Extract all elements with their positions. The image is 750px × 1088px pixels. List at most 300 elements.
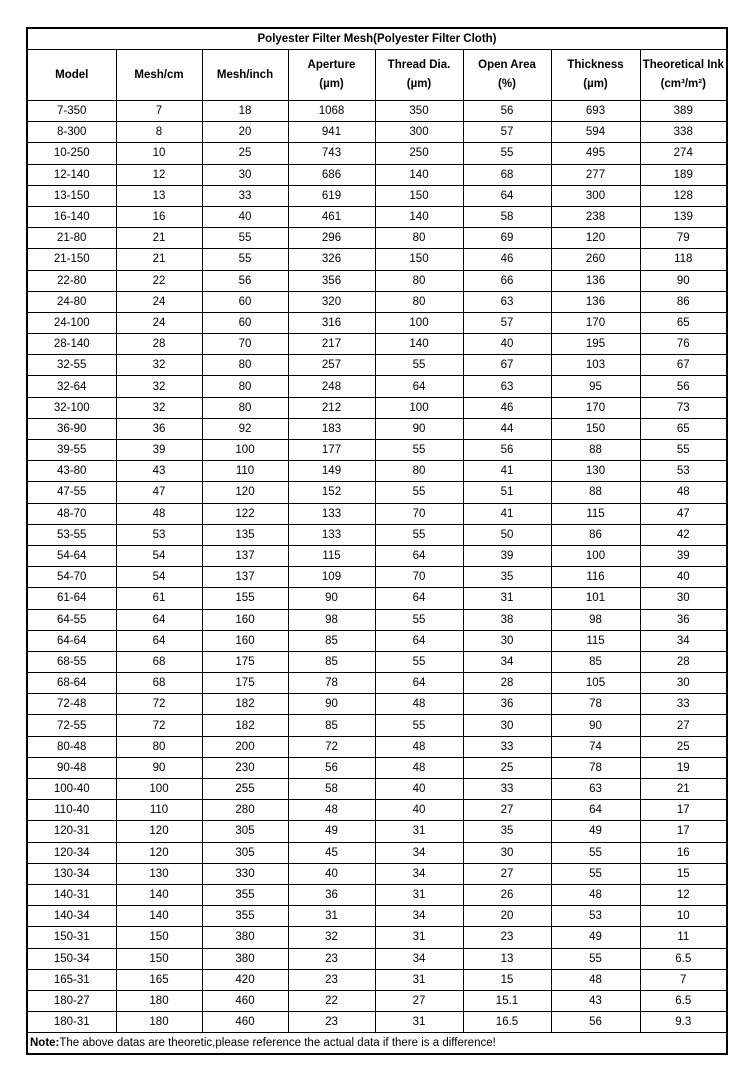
table-cell: 330	[202, 863, 288, 884]
model-cell: 7-350	[27, 101, 116, 122]
table-cell: 44	[463, 418, 551, 439]
table-cell: 55	[375, 440, 463, 461]
table-cell: 12	[640, 884, 727, 905]
table-cell: 13	[463, 948, 551, 969]
table-cell: 152	[288, 482, 375, 503]
table-cell: 140	[375, 206, 463, 227]
table-row	[27, 884, 727, 905]
column-header-unit: (µm)	[583, 78, 608, 90]
table-cell: 95	[551, 376, 640, 397]
table-cell: 72	[116, 694, 202, 715]
table-row	[27, 249, 727, 270]
table-row	[27, 482, 727, 503]
table-cell: 212	[288, 397, 375, 418]
table-cell: 30	[463, 715, 551, 736]
table-cell: 70	[375, 567, 463, 588]
table-cell: 90	[288, 588, 375, 609]
table-cell: 27	[463, 800, 551, 821]
column-header-label: Open Area	[478, 59, 536, 71]
model-cell: 150-31	[27, 927, 116, 948]
column-header-unit: (µm)	[406, 78, 432, 90]
table-cell: 60	[202, 312, 288, 333]
table-row	[27, 906, 727, 927]
table-cell: 217	[288, 334, 375, 355]
table-cell: 85	[288, 630, 375, 651]
note-label: Note:	[30, 1037, 60, 1050]
table-cell: 34	[463, 651, 551, 672]
table-cell: 70	[202, 334, 288, 355]
table-row	[27, 397, 727, 418]
table-cell: 140	[375, 164, 463, 185]
table-cell: 280	[202, 800, 288, 821]
table-row	[27, 842, 727, 863]
table-cell: 56	[463, 101, 551, 122]
table-cell: 31	[375, 969, 463, 990]
table-cell: 25	[463, 757, 551, 778]
table-cell: 15	[640, 863, 727, 884]
table-cell: 53	[116, 524, 202, 545]
table-cell: 85	[551, 651, 640, 672]
model-cell: 21-80	[27, 228, 116, 249]
table-cell: 53	[551, 906, 640, 927]
table-cell: 50	[463, 524, 551, 545]
table-cell: 21	[640, 779, 727, 800]
table-cell: 39	[463, 545, 551, 566]
table-cell: 21	[116, 249, 202, 270]
table-row	[27, 355, 727, 376]
table-cell: 150	[375, 249, 463, 270]
table-cell: 19	[640, 757, 727, 778]
column-header-label: Mesh/cm	[134, 68, 184, 81]
table-cell: 58	[463, 206, 551, 227]
table-cell: 100	[375, 397, 463, 418]
table-row	[27, 122, 727, 143]
table-cell: 70	[375, 503, 463, 524]
table-cell: 115	[551, 503, 640, 524]
table-cell: 64	[375, 376, 463, 397]
table-cell: 47	[640, 503, 727, 524]
header-row	[27, 50, 727, 101]
table-cell: 11	[640, 927, 727, 948]
table-cell: 13	[116, 185, 202, 206]
table-cell: 47	[116, 482, 202, 503]
model-cell: 21-150	[27, 249, 116, 270]
table-cell: 63	[463, 291, 551, 312]
table-cell: 55	[375, 609, 463, 630]
table-cell: 56	[288, 757, 375, 778]
table-cell: 248	[288, 376, 375, 397]
table-cell: 30	[463, 630, 551, 651]
table-cell: 24	[116, 312, 202, 333]
table-cell: 85	[288, 715, 375, 736]
spec-table	[26, 27, 728, 1055]
table-cell: 136	[551, 270, 640, 291]
table-cell: 57	[463, 122, 551, 143]
model-cell: 72-48	[27, 694, 116, 715]
model-cell: 24-80	[27, 291, 116, 312]
column-header-label: Aperture	[307, 59, 356, 71]
table-cell: 56	[463, 440, 551, 461]
table-cell: 88	[551, 440, 640, 461]
table-cell: 90	[288, 694, 375, 715]
model-cell: 61-64	[27, 588, 116, 609]
table-cell: 27	[640, 715, 727, 736]
table-cell: 32	[116, 376, 202, 397]
table-cell: 20	[202, 122, 288, 143]
table-cell: 22	[116, 270, 202, 291]
table-cell: 130	[551, 461, 640, 482]
table-cell: 40	[463, 334, 551, 355]
table-cell: 619	[288, 185, 375, 206]
table-row	[27, 270, 727, 291]
table-row	[27, 1012, 727, 1033]
table-cell: 68	[463, 164, 551, 185]
model-cell: 48-70	[27, 503, 116, 524]
table-cell: 6.5	[640, 990, 727, 1011]
table-cell: 34	[375, 948, 463, 969]
table-row	[27, 503, 727, 524]
table-cell: 80	[375, 270, 463, 291]
table-cell: 90	[116, 757, 202, 778]
table-cell: 255	[202, 779, 288, 800]
table-cell: 68	[116, 651, 202, 672]
table-body	[27, 101, 727, 1033]
table-cell: 67	[640, 355, 727, 376]
table-cell: 55	[375, 482, 463, 503]
table-cell: 150	[116, 927, 202, 948]
table-cell: 160	[202, 630, 288, 651]
table-cell: 45	[288, 842, 375, 863]
model-cell: 36-90	[27, 418, 116, 439]
model-cell: 180-31	[27, 1012, 116, 1033]
table-cell: 41	[463, 461, 551, 482]
model-cell: 150-34	[27, 948, 116, 969]
table-row	[27, 588, 727, 609]
table-row	[27, 291, 727, 312]
table-cell: 380	[202, 948, 288, 969]
table-cell: 49	[288, 821, 375, 842]
table-cell: 34	[375, 863, 463, 884]
table-cell: 34	[375, 906, 463, 927]
table-row	[27, 185, 727, 206]
table-cell: 85	[288, 651, 375, 672]
table-cell: 149	[288, 461, 375, 482]
table-cell: 26	[463, 884, 551, 905]
table-cell: 35	[463, 567, 551, 588]
table-cell: 86	[640, 291, 727, 312]
table-cell: 80	[375, 461, 463, 482]
table-cell: 30	[202, 164, 288, 185]
table-cell: 43	[116, 461, 202, 482]
table-cell: 30	[640, 588, 727, 609]
table-cell: 120	[202, 482, 288, 503]
table-cell: 250	[375, 143, 463, 164]
table-cell: 56	[551, 1012, 640, 1033]
table-cell: 238	[551, 206, 640, 227]
table-cell: 693	[551, 101, 640, 122]
table-cell: 86	[551, 524, 640, 545]
model-cell: 47-55	[27, 482, 116, 503]
table-cell: 34	[640, 630, 727, 651]
table-cell: 43	[551, 990, 640, 1011]
table-cell: 90	[640, 270, 727, 291]
table-row	[27, 757, 727, 778]
table-row	[27, 334, 727, 355]
table-cell: 53	[640, 461, 727, 482]
table-cell: 389	[640, 101, 727, 122]
table-cell: 139	[640, 206, 727, 227]
table-cell: 175	[202, 673, 288, 694]
table-row	[27, 927, 727, 948]
column-header	[640, 50, 727, 101]
table-cell: 137	[202, 567, 288, 588]
table-cell: 460	[202, 990, 288, 1011]
table-cell: 350	[375, 101, 463, 122]
table-cell: 300	[551, 185, 640, 206]
table-cell: 40	[375, 800, 463, 821]
table-cell: 55	[202, 228, 288, 249]
table-cell: 31	[288, 906, 375, 927]
table-cell: 66	[463, 270, 551, 291]
table-cell: 48	[551, 969, 640, 990]
table-cell: 80	[116, 736, 202, 757]
table-cell: 48	[375, 757, 463, 778]
table-cell: 33	[640, 694, 727, 715]
table-row	[27, 101, 727, 122]
table-cell: 67	[463, 355, 551, 376]
table-cell: 115	[288, 545, 375, 566]
table-cell: 48	[288, 800, 375, 821]
table-cell: 35	[463, 821, 551, 842]
table-cell: 175	[202, 651, 288, 672]
table-cell: 128	[640, 185, 727, 206]
table-cell: 80	[202, 355, 288, 376]
table-cell: 64	[463, 185, 551, 206]
table-cell: 40	[640, 567, 727, 588]
table-cell: 58	[288, 779, 375, 800]
table-cell: 103	[551, 355, 640, 376]
table-cell: 7	[640, 969, 727, 990]
model-cell: 32-55	[27, 355, 116, 376]
table-cell: 140	[375, 334, 463, 355]
table-cell: 120	[116, 821, 202, 842]
table-cell: 76	[640, 334, 727, 355]
table-cell: 122	[202, 503, 288, 524]
table-cell: 182	[202, 694, 288, 715]
table-cell: 28	[463, 673, 551, 694]
table-cell: 165	[116, 969, 202, 990]
model-cell: 43-80	[27, 461, 116, 482]
table-cell: 42	[640, 524, 727, 545]
table-row	[27, 143, 727, 164]
table-cell: 380	[202, 927, 288, 948]
table-cell: 305	[202, 842, 288, 863]
table-cell: 39	[116, 440, 202, 461]
table-cell: 80	[375, 228, 463, 249]
table-cell: 31	[463, 588, 551, 609]
table-cell: 18	[202, 101, 288, 122]
table-cell: 20	[463, 906, 551, 927]
table-row	[27, 736, 727, 757]
table-cell: 23	[288, 969, 375, 990]
table-cell: 120	[116, 842, 202, 863]
table-cell: 55	[375, 651, 463, 672]
table-cell: 120	[551, 228, 640, 249]
model-cell: 32-64	[27, 376, 116, 397]
table-cell: 48	[551, 884, 640, 905]
table-cell: 80	[375, 291, 463, 312]
table-row	[27, 863, 727, 884]
table-cell: 109	[288, 567, 375, 588]
table-cell: 135	[202, 524, 288, 545]
column-header	[463, 50, 551, 101]
table-cell: 92	[202, 418, 288, 439]
table-cell: 55	[551, 863, 640, 884]
table-cell: 182	[202, 715, 288, 736]
table-cell: 277	[551, 164, 640, 185]
column-header-label: Thread Dia.	[387, 59, 451, 71]
model-cell: 140-34	[27, 906, 116, 927]
table-cell: 100	[551, 545, 640, 566]
table-cell: 64	[116, 609, 202, 630]
table-cell: 16	[640, 842, 727, 863]
model-cell: 53-55	[27, 524, 116, 545]
table-cell: 90	[551, 715, 640, 736]
table-cell: 31	[375, 1012, 463, 1033]
table-cell: 36	[640, 609, 727, 630]
table-row	[27, 821, 727, 842]
table-cell: 130	[116, 863, 202, 884]
table-cell: 36	[463, 694, 551, 715]
table-cell: 257	[288, 355, 375, 376]
table-cell: 80	[202, 397, 288, 418]
table-cell: 338	[640, 122, 727, 143]
table-cell: 189	[640, 164, 727, 185]
table-cell: 140	[116, 884, 202, 905]
table-cell: 941	[288, 122, 375, 143]
table-cell: 355	[202, 906, 288, 927]
model-cell: 64-55	[27, 609, 116, 630]
table-cell: 79	[640, 228, 727, 249]
table-cell: 100	[202, 440, 288, 461]
table-row	[27, 567, 727, 588]
table-cell: 40	[202, 206, 288, 227]
table-cell: 55	[375, 715, 463, 736]
table-cell: 78	[288, 673, 375, 694]
table-cell: 88	[551, 482, 640, 503]
table-cell: 8	[116, 122, 202, 143]
column-header-label: Model	[55, 68, 89, 81]
table-cell: 461	[288, 206, 375, 227]
model-cell: 110-40	[27, 800, 116, 821]
table-row	[27, 609, 727, 630]
table-cell: 33	[463, 736, 551, 757]
model-cell: 90-48	[27, 757, 116, 778]
table-cell: 6.5	[640, 948, 727, 969]
table-cell: 48	[375, 736, 463, 757]
table-cell: 73	[640, 397, 727, 418]
table-cell: 68	[116, 673, 202, 694]
table-cell: 39	[640, 545, 727, 566]
table-cell: 137	[202, 545, 288, 566]
table-cell: 69	[463, 228, 551, 249]
table-cell: 160	[202, 609, 288, 630]
table-cell: 80	[202, 376, 288, 397]
table-cell: 155	[202, 588, 288, 609]
model-cell: 12-140	[27, 164, 116, 185]
table-cell: 28	[640, 651, 727, 672]
table-cell: 230	[202, 757, 288, 778]
table-cell: 30	[463, 842, 551, 863]
column-header-label: Thickness	[567, 59, 624, 71]
table-cell: 420	[202, 969, 288, 990]
table-cell: 16.5	[463, 1012, 551, 1033]
table-cell: 32	[116, 397, 202, 418]
table-cell: 105	[551, 673, 640, 694]
table-cell: 110	[116, 800, 202, 821]
model-cell: 32-100	[27, 397, 116, 418]
column-header	[551, 50, 640, 101]
model-cell: 100-40	[27, 779, 116, 800]
table-cell: 36	[288, 884, 375, 905]
table-cell: 23	[463, 927, 551, 948]
table-cell: 180	[116, 1012, 202, 1033]
table-cell: 98	[288, 609, 375, 630]
model-cell: 68-55	[27, 651, 116, 672]
table-cell: 15	[463, 969, 551, 990]
table-cell: 64	[375, 673, 463, 694]
table-cell: 36	[116, 418, 202, 439]
table-cell: 72	[116, 715, 202, 736]
model-cell: 54-64	[27, 545, 116, 566]
table-cell: 32	[288, 927, 375, 948]
table-cell: 54	[116, 567, 202, 588]
table-cell: 100	[116, 779, 202, 800]
table-row	[27, 164, 727, 185]
table-cell: 118	[640, 249, 727, 270]
table-cell: 460	[202, 1012, 288, 1033]
table-row	[27, 948, 727, 969]
table-cell: 55	[551, 842, 640, 863]
table-cell: 30	[640, 673, 727, 694]
column-header	[375, 50, 463, 101]
table-cell: 115	[551, 630, 640, 651]
table-cell: 78	[551, 757, 640, 778]
table-row	[27, 312, 727, 333]
model-cell: 120-34	[27, 842, 116, 863]
model-cell: 28-140	[27, 334, 116, 355]
table-cell: 320	[288, 291, 375, 312]
column-header	[27, 50, 116, 101]
table-cell: 31	[375, 884, 463, 905]
column-header-unit: (cm³/m²)	[660, 78, 706, 90]
table-cell: 10	[640, 906, 727, 927]
model-cell: 8-300	[27, 122, 116, 143]
table-cell: 57	[463, 312, 551, 333]
table-cell: 296	[288, 228, 375, 249]
table-cell: 7	[116, 101, 202, 122]
table-cell: 55	[375, 355, 463, 376]
table-cell: 1068	[288, 101, 375, 122]
table-cell: 38	[463, 609, 551, 630]
model-cell: 54-70	[27, 567, 116, 588]
table-row	[27, 800, 727, 821]
table-cell: 98	[551, 609, 640, 630]
table-cell: 100	[375, 312, 463, 333]
table-row	[27, 376, 727, 397]
table-cell: 90	[375, 418, 463, 439]
table-cell: 15.1	[463, 990, 551, 1011]
